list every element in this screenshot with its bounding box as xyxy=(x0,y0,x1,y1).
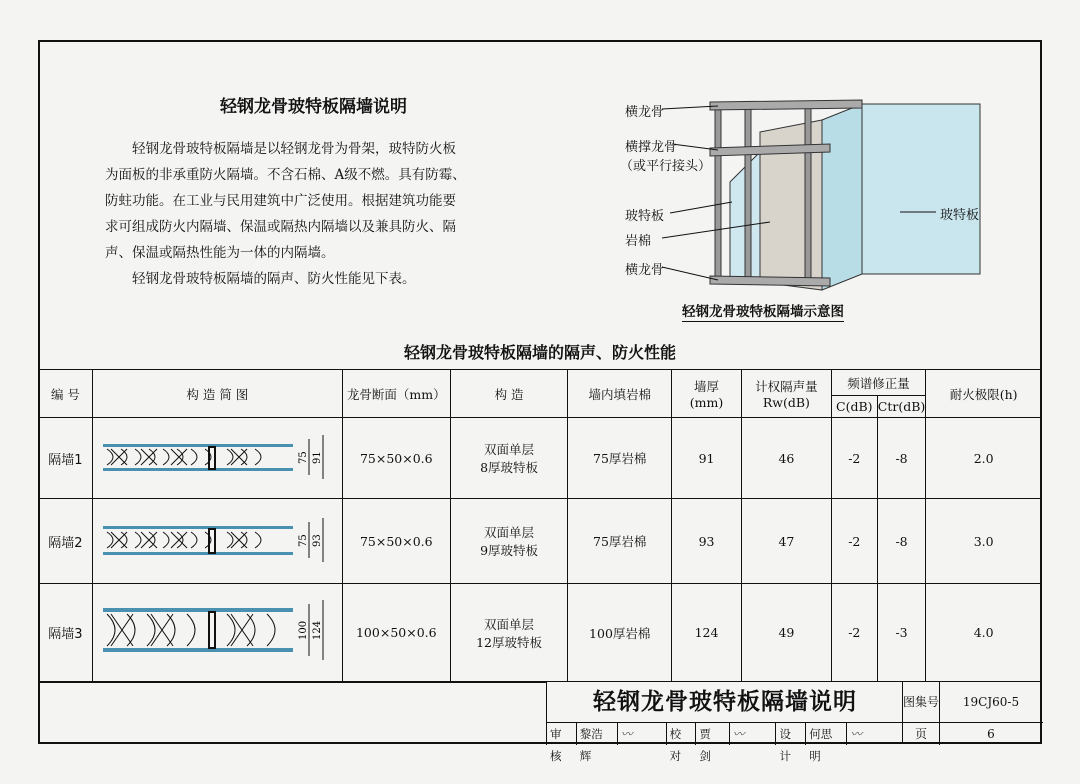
row-rw: 47 xyxy=(741,499,831,584)
row-thickness: 91 xyxy=(672,418,742,499)
row-sketch xyxy=(92,499,342,584)
row-sketch xyxy=(92,584,342,682)
header-spectrum: 频谱修正量 xyxy=(831,370,925,396)
review-label: 审核 xyxy=(547,723,577,745)
row-fill: 75厚岩棉 xyxy=(568,418,672,499)
intro-line: 轻钢龙骨玻特板隔墙的隔声、防火性能见下表。 xyxy=(132,271,416,287)
label-top-track: 横龙骨 xyxy=(625,105,665,120)
checker-signature: 〰 xyxy=(730,723,777,745)
leader xyxy=(670,202,732,213)
row-c: -2 xyxy=(831,499,877,584)
stud xyxy=(715,107,721,282)
footer-rule xyxy=(38,682,546,683)
header-thickness: 墙厚 (mm) xyxy=(672,370,742,418)
row-c: -2 xyxy=(831,418,877,499)
table-row xyxy=(39,418,1042,499)
atlas-label: 图集号 xyxy=(903,682,940,723)
label-brace: 横撑龙骨 xyxy=(625,140,678,155)
wall-schematic xyxy=(600,92,1040,302)
row-c: -2 xyxy=(831,584,877,682)
leader xyxy=(662,267,718,280)
row-fire: 2.0 xyxy=(926,418,1042,499)
stud-dim: 75 xyxy=(298,533,310,547)
stud-dim: 100 xyxy=(298,620,310,640)
row-ctr: -8 xyxy=(877,418,926,499)
wall-section-sketch xyxy=(97,510,337,570)
table-title: 轻钢龙骨玻特板隔墙的隔声、防火性能 xyxy=(403,343,676,362)
row-id: 隔墙1 xyxy=(39,418,93,499)
signature-row xyxy=(546,722,903,763)
row-ctr: -8 xyxy=(877,499,926,584)
label-board-right: 玻特板 xyxy=(940,208,980,223)
label-bottom-track: 横龙骨 xyxy=(625,263,665,278)
intro-line: 为面板的非承重防火隔墙。不含石棉、A级不燃。具有防霉、 xyxy=(105,167,466,183)
titleblock-title: 轻钢龙骨玻特板隔墙说明 xyxy=(546,682,903,722)
header-section: 龙骨断面（mm） xyxy=(342,370,450,418)
row-ctr: -3 xyxy=(877,584,926,682)
wall-section-sketch xyxy=(97,427,337,487)
header-fire: 耐火极限(h) xyxy=(926,370,1042,418)
intro-text xyxy=(105,136,530,292)
row-construction: 双面单层 12厚玻特板 xyxy=(450,584,568,682)
row-id: 隔墙3 xyxy=(39,584,93,682)
reviewer-signature: 〰 xyxy=(618,723,667,745)
top-track xyxy=(710,100,862,110)
design-label: 设计 xyxy=(776,723,806,745)
atlas-number: 19CJ60-5 xyxy=(939,682,1043,723)
row-rw: 46 xyxy=(741,418,831,499)
check-label: 校对 xyxy=(667,723,697,745)
row-section: 75×50×0.6 xyxy=(342,499,450,584)
performance-table xyxy=(38,369,1042,682)
label-rock-wool: 岩棉 xyxy=(625,234,652,249)
total-dim: 91 xyxy=(312,450,324,464)
diagram-caption: 轻钢龙骨玻特板隔墙示意图 xyxy=(682,300,844,322)
intro-line: 防蛀功能。在工业与民用建筑中广泛使用。根据建筑功能要 xyxy=(105,193,456,209)
intro-line: 声、保温或隔热性能为一体的内隔墙。 xyxy=(105,245,335,261)
reviewer: 黎浩辉 xyxy=(577,723,618,745)
header-construction: 构 造 xyxy=(450,370,568,418)
intro-line: 轻钢龙骨玻特板隔墙是以轻钢龙骨为骨架，玻特防火板 xyxy=(132,141,456,157)
page-label: 页 xyxy=(903,722,940,745)
row-fill: 75厚岩棉 xyxy=(568,499,672,584)
bottom-track xyxy=(710,276,830,286)
row-section: 100×50×0.6 xyxy=(342,584,450,682)
page-number: 6 xyxy=(939,722,1043,745)
table-row xyxy=(39,499,1042,584)
row-thickness: 124 xyxy=(672,584,742,682)
row-fire: 4.0 xyxy=(926,584,1042,682)
designer: 何思明 xyxy=(806,723,847,745)
header-id: 编 号 xyxy=(39,370,93,418)
row-fill: 100厚岩棉 xyxy=(568,584,672,682)
atlas-block xyxy=(902,682,1043,744)
board-face-front xyxy=(862,104,980,274)
row-fire: 3.0 xyxy=(926,499,1042,584)
intro-line: 求可组成防火内隔墙、保温或隔热内隔墙以及兼具防火、隔 xyxy=(105,219,456,235)
total-dim: 93 xyxy=(312,533,324,547)
header-c: C(dB) xyxy=(831,396,877,418)
checker: 贾 剑 xyxy=(696,723,729,745)
total-dim: 124 xyxy=(312,620,324,640)
label-board-left: 玻特板 xyxy=(625,209,665,224)
table-row xyxy=(39,584,1042,682)
stud xyxy=(805,107,811,282)
row-section: 75×50×0.6 xyxy=(342,418,450,499)
row-id: 隔墙2 xyxy=(39,499,93,584)
row-rw: 49 xyxy=(741,584,831,682)
wall-section-sketch xyxy=(97,594,337,668)
leader xyxy=(672,144,718,150)
header-sketch: 构 造 简 图 xyxy=(92,370,342,418)
label-brace-note: （或平行接头） xyxy=(620,159,712,174)
header-ctr: Ctr(dB) xyxy=(877,396,926,418)
row-sketch xyxy=(92,418,342,499)
row-thickness: 93 xyxy=(672,499,742,584)
header-fill: 墙内填岩棉 xyxy=(568,370,672,418)
stud xyxy=(745,107,751,282)
designer-signature: 〰 xyxy=(850,727,862,741)
row-construction: 双面单层 9厚玻特板 xyxy=(450,499,568,584)
row-construction: 双面单层 8厚玻特板 xyxy=(450,418,568,499)
page-heading: 轻钢龙骨玻特板隔墙说明 xyxy=(220,97,407,117)
board-face-right xyxy=(822,104,862,290)
header-rw: 计权隔声量 Rw(dB) xyxy=(741,370,831,418)
stud-dim: 75 xyxy=(298,450,310,464)
